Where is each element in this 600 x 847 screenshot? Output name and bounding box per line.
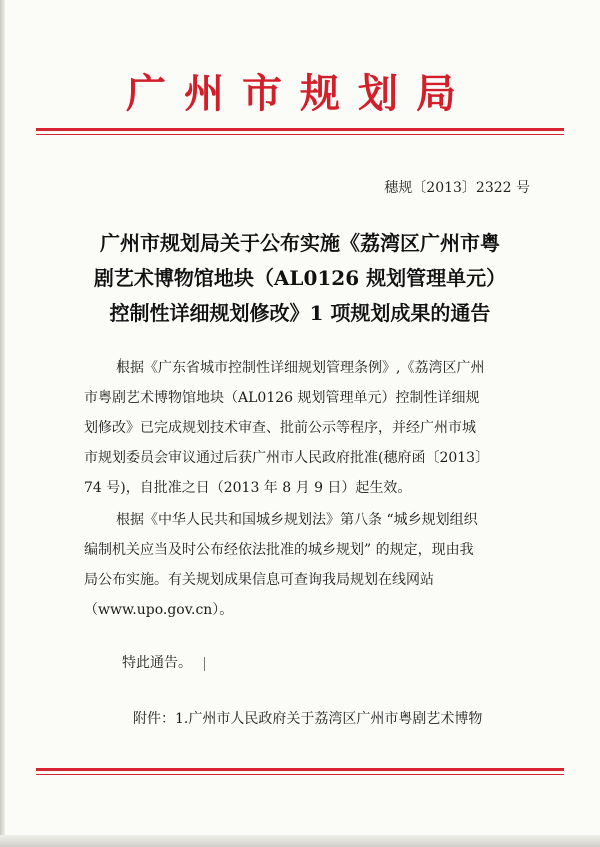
- body-paragraph-1: [84, 353, 554, 503]
- paragraph-line: 市粤剧艺术博物馆地块（AL0126 规划管理单元）控制性详细规: [84, 390, 480, 406]
- title-line: 控制性详细规划修改》1 项规划成果的通告: [109, 301, 491, 325]
- text-cursor-mark: [204, 657, 205, 671]
- body-paragraph-2: [84, 505, 554, 625]
- letterhead-org-name: 广州市规划局: [126, 70, 474, 117]
- attachment-line: 附件：1.广州市人民政府关于荔湾区广州市粤剧艺术博物: [133, 711, 483, 727]
- paragraph-line: 划修改》已完成规划技术审查、批前公示等程序，并经广州市城: [84, 420, 476, 436]
- paragraph-line: 局公布实施。有关规划成果信息可查询我局规划在线网站: [84, 572, 434, 588]
- scan-left-edge: [0, 0, 5, 847]
- reference-number: 穗规〔2013〕2322 号: [384, 180, 530, 196]
- footer-red-rule-thin: [36, 774, 564, 775]
- scan-bottom-edge: [0, 835, 600, 847]
- footer-red-rule: [36, 768, 564, 771]
- document-title: [60, 226, 540, 331]
- letterhead-red-rule: [36, 128, 564, 131]
- letterhead-red-rule-thin: [36, 134, 564, 135]
- paragraph-line: 根据《中华人民共和国城乡规划法》第八条 “城乡规划组织: [116, 512, 478, 528]
- paragraph-line: （www.upo.gov.cn）。: [84, 602, 234, 618]
- closing-statement: 特此通告。: [122, 655, 192, 671]
- title-line: 剧艺术博物馆地块（AL0126 规划管理单元）: [93, 266, 507, 290]
- paragraph-line: 根据《广东省城市控制性详细规划管理条例》,《荔湾区广州: [116, 360, 485, 376]
- paragraph-line: 74 号)，自批准之日（2013 年 8 月 9 日）起生效。: [84, 480, 412, 496]
- title-line: 广州市规划局关于公布实施《荔湾区广州市粤: [100, 231, 500, 255]
- paragraph-line: 编制机关应当及时公布经依法批准的城乡规划” 的规定，现由我: [84, 542, 474, 558]
- paragraph-line: 市规划委员会审议通过后获广州市人民政府批准(穗府函〔2013〕: [84, 450, 490, 466]
